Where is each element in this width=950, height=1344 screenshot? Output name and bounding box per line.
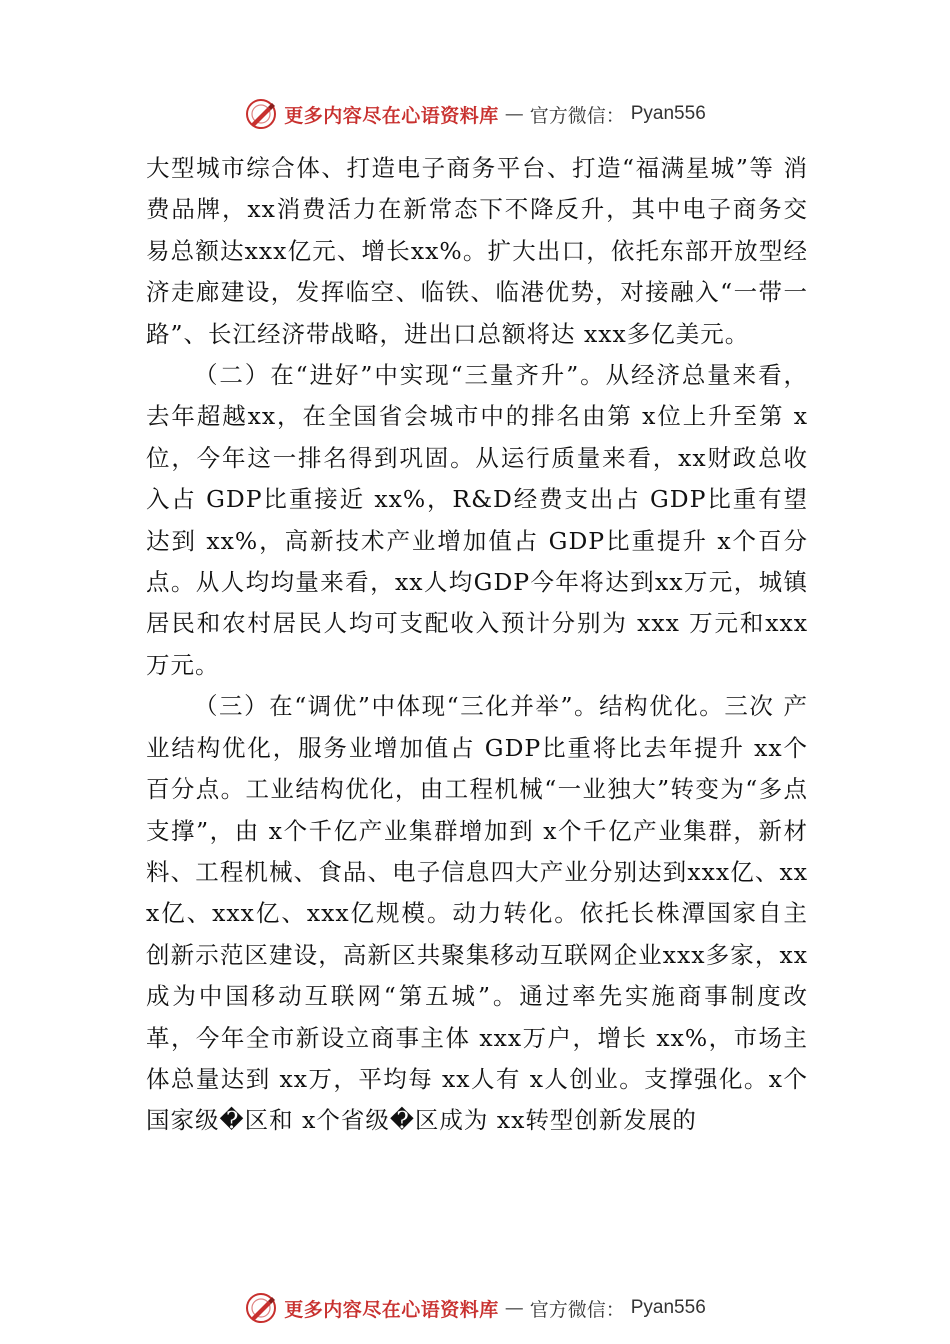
document-body	[146, 148, 808, 1142]
pen-logo-icon	[244, 1291, 278, 1325]
header-watermark	[0, 94, 950, 134]
watermark-brand: 更多内容尽在心语资料库	[284, 104, 499, 127]
paragraph-3: （三）在“调优”中体现“三化并举”。结构优化。三次 产业结构优化，服务业增加值占 GDP比重将比去年提升 xx个百分点。工业结构优化，由工程机械“一业独大”转变为“多点支撑”，由 x个千亿产业集群增加到 x个千亿产业集群，新材料、工程机械、食品、电子信息四大产业分别达到xxx亿、xxx亿、xxx亿、xxx亿规模。动力转化。依托长株潭国家自主创新示范区建设，高新区共聚集移动互联网企业xxx多家，xx成为中国移动互联网“第五城”。通过率先实施商事制度改革，今年全市新设立商事主体 xxx万户，增长 xx%，市场主体总量达到 xx万，平均每 xx人有 x人创业。支撑强化。x个国家级�区和 x个省级�区成为 xx转型创新发展的	[146, 692, 808, 1135]
pen-logo-icon	[244, 97, 278, 131]
watermark-brand: 更多内容尽在心语资料库	[284, 1298, 499, 1321]
footer-watermark	[0, 1288, 950, 1328]
watermark-dash: —	[504, 1297, 524, 1319]
paragraph-1: 大型城市综合体、打造电子商务平台、打造“福满星城”等 消费品牌，xx消费活力在新常态下不降反升，其中电子商务交易总额达xxx亿元、增长xx%。扩大出口，依托东部开放型经济走廊建设，发挥临空、临铁、临港优势，对接融入“一带一路”、长江经济带战略，进出口总额将达 xxx多亿美元。	[146, 154, 808, 348]
watermark-wechat-label: 官方微信：	[529, 104, 625, 127]
paragraph-2: （二）在“进好”中实现“三量齐升”。从经济总量来看，去年超越xx，在全国省会城市中的排名由第 x位上升至第 x位，今年这一排名得到巩固。从运行质量来看，xx财政总收入占 GDP比重接近 xx%，R&D经费支出占 GDP比重有望达到 xx%，高新技术产业增加值占 GDP比重提升 x个百分点。从人均均量来看，xx人均GDP今年将达到xx万元，城镇居民和农村居民人均可支配收入预计分别为 xxx 万元和xxx万元。	[146, 361, 808, 679]
watermark-wechat-label: 官方微信：	[529, 1298, 625, 1321]
watermark-dash: —	[504, 103, 524, 125]
watermark-wechat-id: Pyan556	[630, 103, 706, 124]
watermark-wechat-id: Pyan556	[630, 1297, 706, 1318]
